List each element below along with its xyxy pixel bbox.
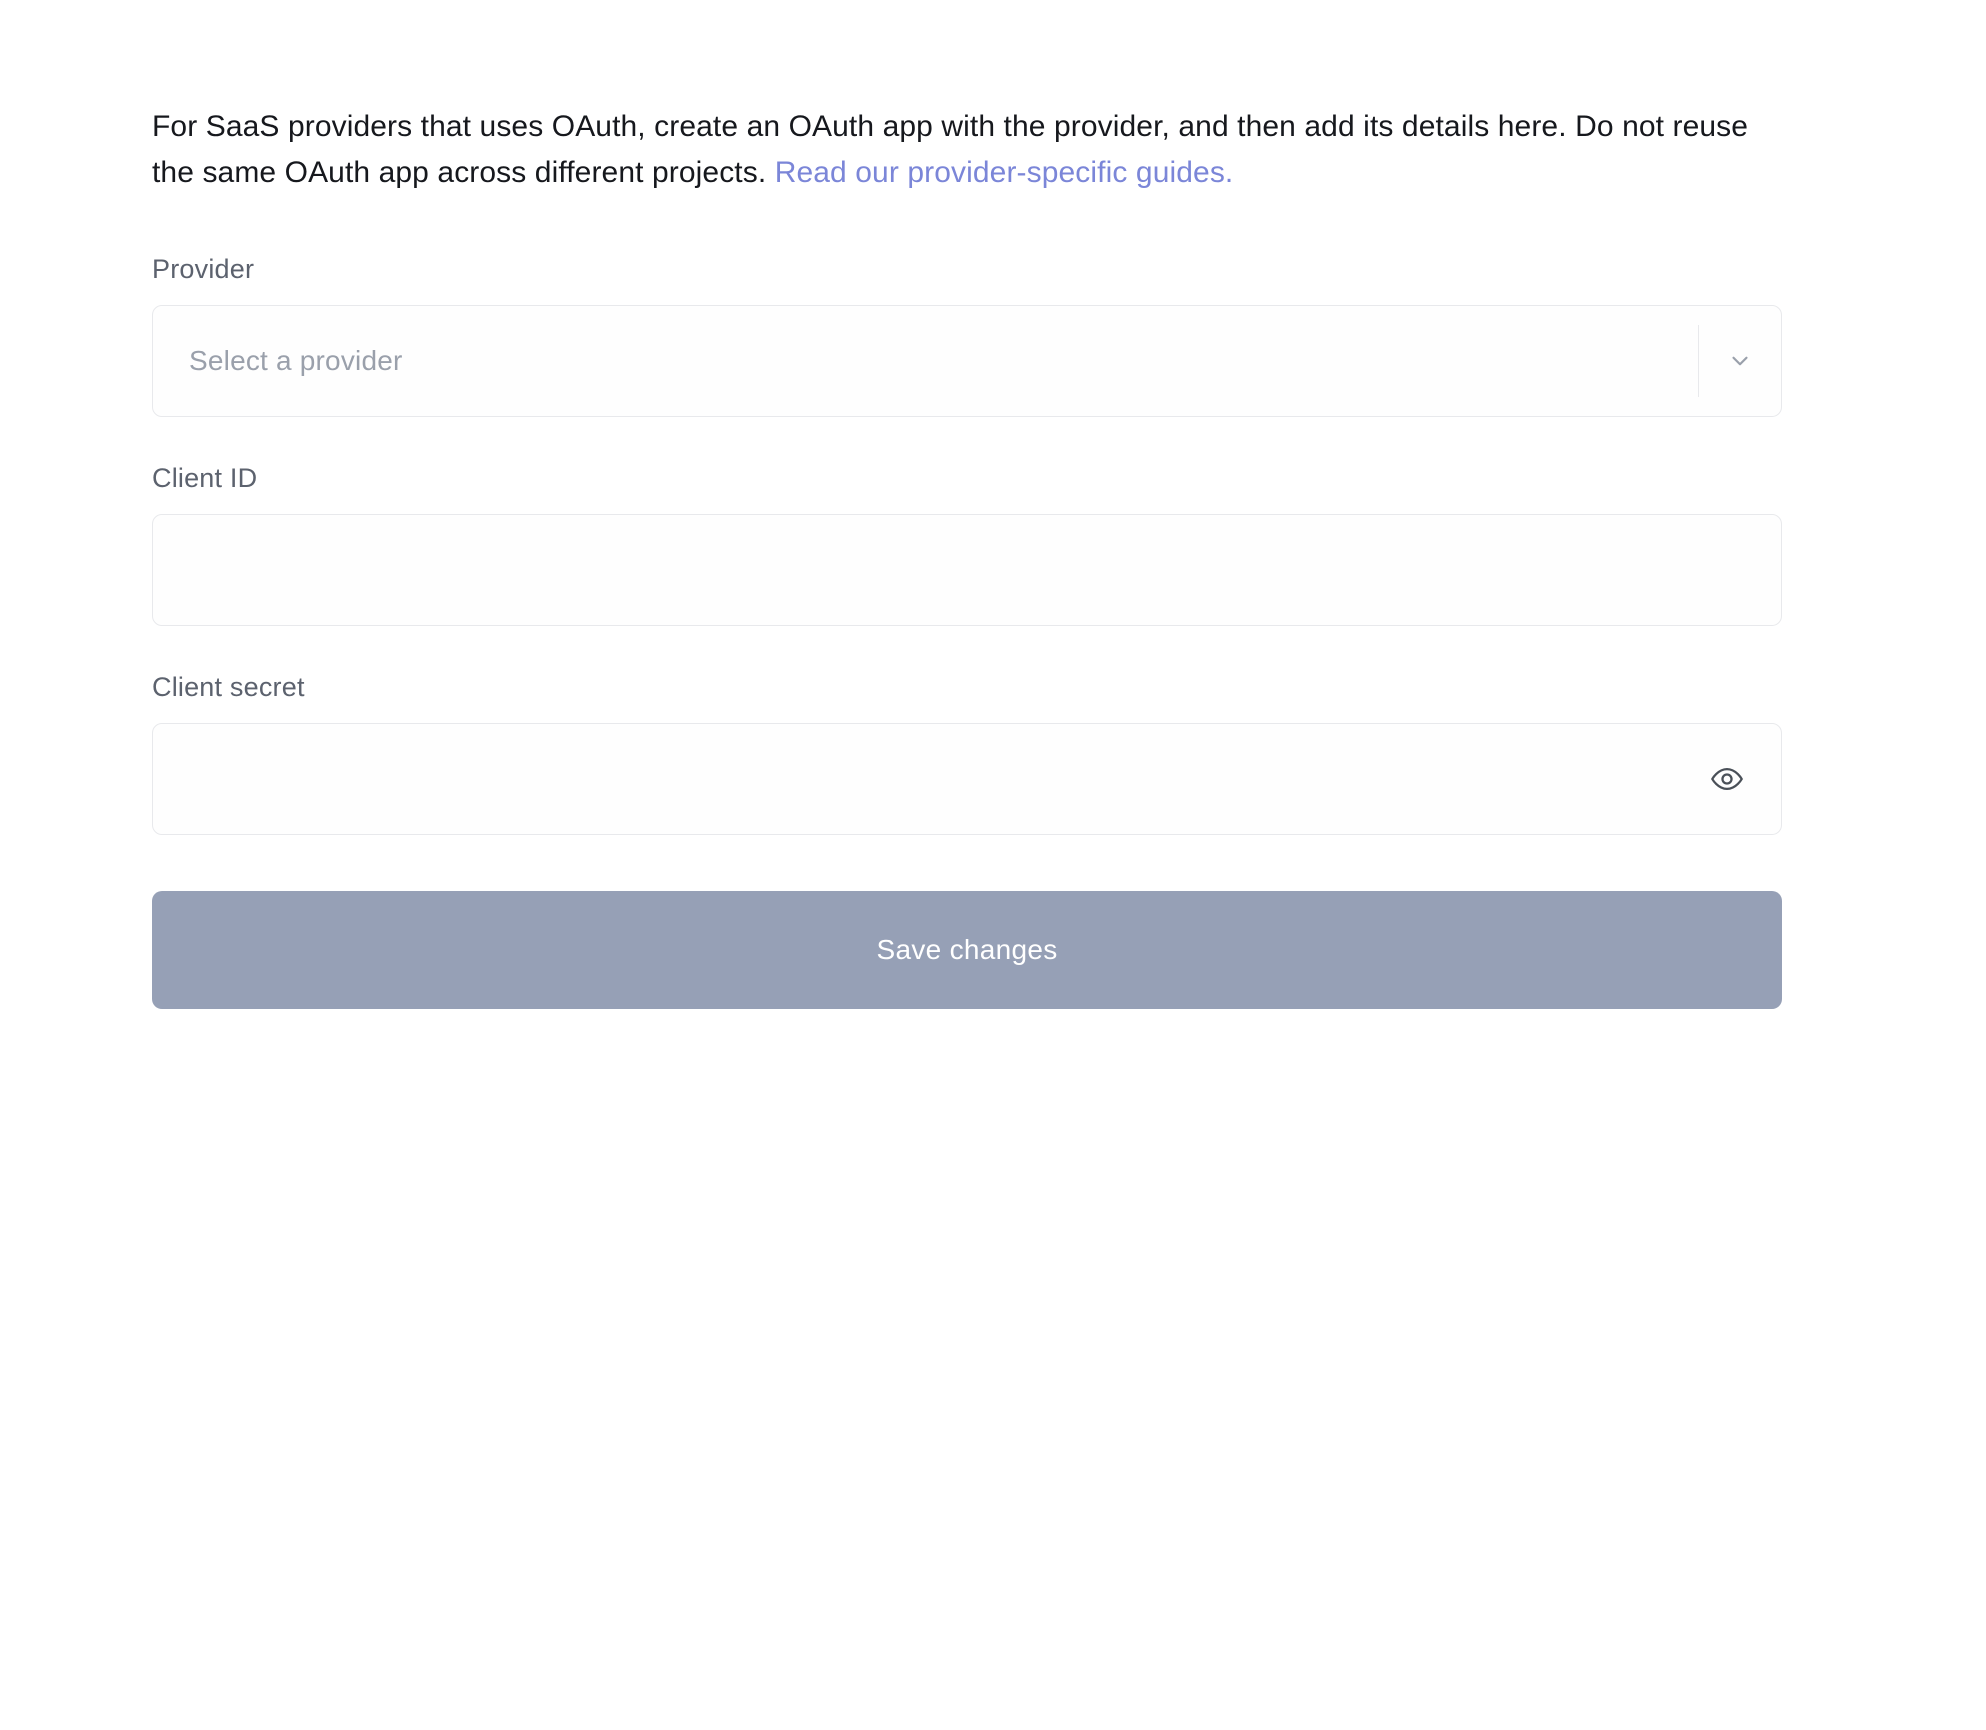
client-id-field xyxy=(152,463,1782,626)
eye-icon[interactable] xyxy=(1703,755,1751,803)
provider-selected-value: Select a provider xyxy=(189,344,403,376)
client-secret-field xyxy=(152,672,1782,835)
provider-select[interactable] xyxy=(152,305,1782,417)
provider-label: Provider xyxy=(152,253,255,284)
intro-text: For SaaS providers that uses OAuth, create an OAuth app with the provider, and then add its details here. Do not reuse the same OAuth app across different projects. xyxy=(152,110,1749,189)
oauth-form xyxy=(152,104,1782,1009)
client-secret-input[interactable] xyxy=(153,724,1781,834)
client-secret-control[interactable] xyxy=(152,723,1782,835)
save-changes-button[interactable]: Save changes xyxy=(152,891,1782,1009)
chevron-down-icon[interactable] xyxy=(1699,305,1781,417)
client-secret-label: Client secret xyxy=(152,671,305,702)
provider-field xyxy=(152,254,1782,417)
client-id-input[interactable] xyxy=(153,515,1781,625)
client-id-label: Client ID xyxy=(152,462,258,493)
provider-guides-link[interactable]: Read our provider-specific guides. xyxy=(774,155,1234,189)
client-id-control[interactable] xyxy=(152,514,1782,626)
intro-paragraph xyxy=(152,104,1782,196)
